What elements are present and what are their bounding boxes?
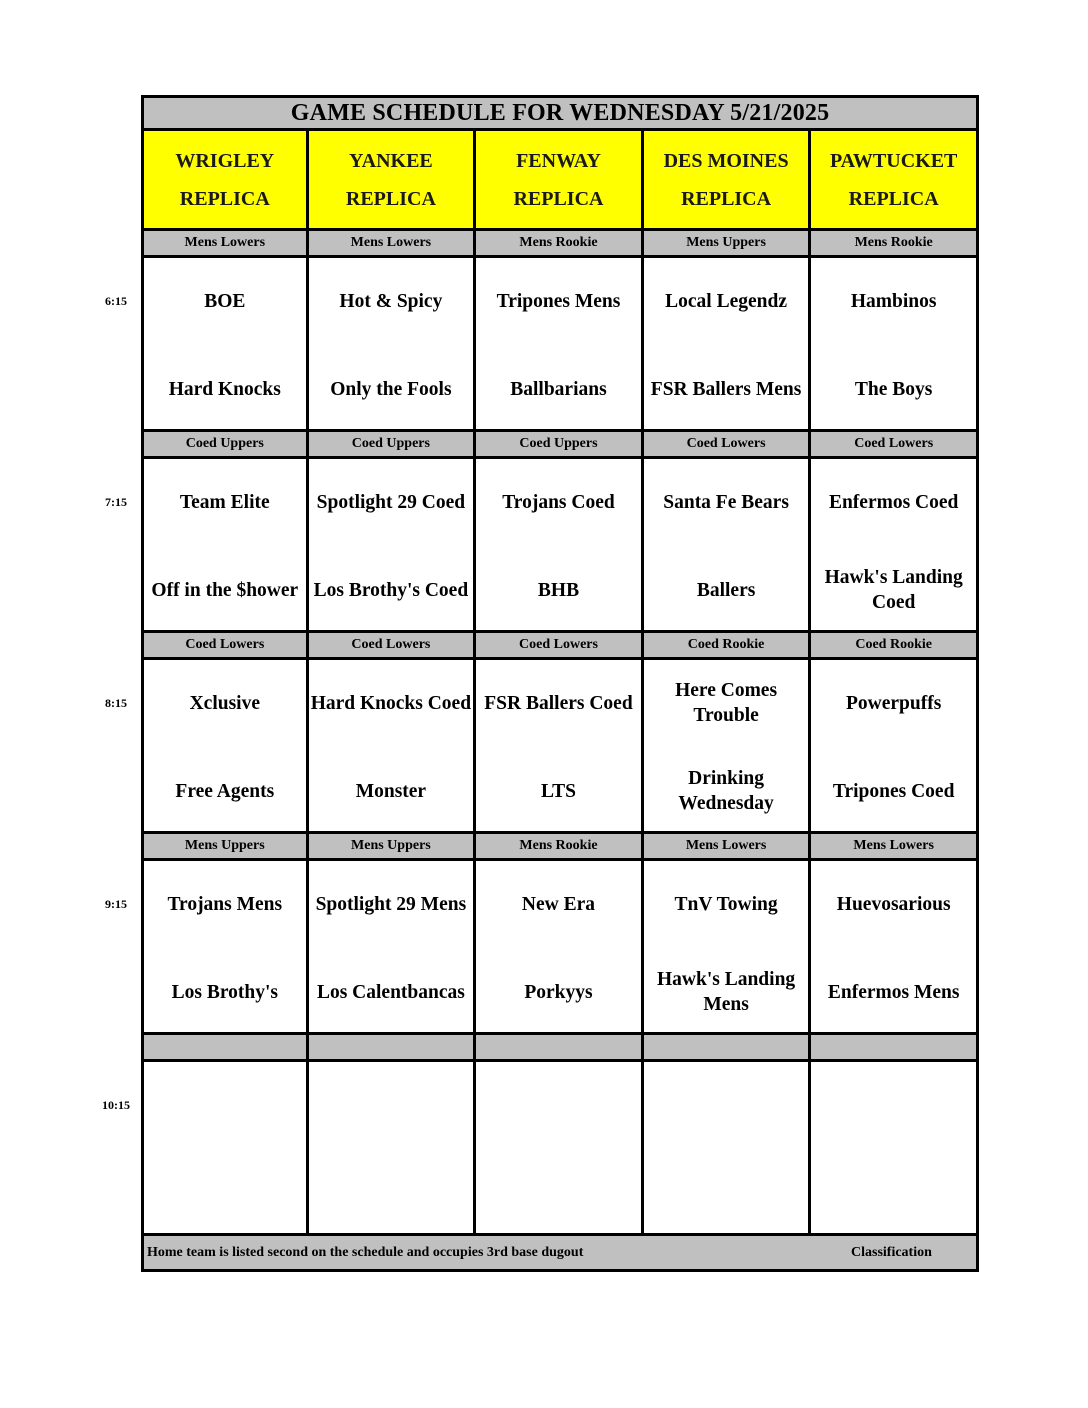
away-team: Hard Knocks Coed (310, 692, 472, 714)
home-team: Hawk's Landing Coed (824, 567, 963, 613)
classification-row (141, 1035, 979, 1062)
away-team (309, 1080, 474, 1130)
away-team: Team Elite (179, 491, 270, 513)
game-cell (644, 1062, 812, 1236)
game-cell (476, 660, 644, 834)
classification-cell (811, 1035, 979, 1062)
field-name: WRIGLEY (175, 149, 275, 172)
home-team (644, 1168, 809, 1218)
field-subtitle: REPLICA (345, 187, 436, 210)
classification-cell: Coed Uppers (309, 432, 477, 459)
home-team: Enfermos Mens (827, 981, 960, 1003)
home-team: Drinking Wednesday (678, 768, 774, 814)
classification-cell: Coed Lowers (644, 432, 812, 459)
classification-cell: Mens Uppers (309, 834, 477, 861)
field-subtitle: REPLICA (848, 187, 939, 210)
game-cell (141, 459, 309, 633)
field-header (141, 131, 309, 231)
schedule-sheet (141, 95, 979, 1272)
home-team (476, 1168, 641, 1218)
classification-cell: Mens Lowers (811, 834, 979, 861)
away-team: Hot & Spicy (339, 290, 443, 312)
away-team (811, 1080, 976, 1130)
away-team: Tripones Mens (496, 290, 621, 312)
footer-bar (141, 1236, 979, 1272)
game-cell (309, 1062, 477, 1236)
home-team: Hawk's Landing Mens (656, 969, 796, 1015)
home-team: Only the Fools (330, 378, 452, 400)
home-team: Monster (355, 780, 427, 802)
game-cell (644, 660, 812, 834)
field-name: YANKEE (349, 149, 433, 172)
game-cell (476, 861, 644, 1035)
game-cell (309, 861, 477, 1035)
home-team (309, 1168, 474, 1218)
time-slots (141, 231, 979, 1236)
away-team: Enfermos Coed (828, 491, 959, 513)
classification-cell: Mens Rookie (476, 834, 644, 861)
classification-cell: Mens Lowers (644, 834, 812, 861)
game-cell (141, 1062, 309, 1236)
field-subtitle: REPLICA (179, 187, 270, 210)
time-label: 6:15 (105, 294, 127, 308)
away-team: Local Legendz (665, 290, 788, 312)
game-cell (476, 459, 644, 633)
home-team: The Boys (854, 378, 933, 400)
classification-cell: Coed Lowers (141, 633, 309, 660)
away-team: Powerpuffs (846, 692, 942, 714)
time-label: 9:15 (105, 897, 127, 911)
field-subtitle: REPLICA (513, 187, 604, 210)
footer-note: Home team is listed second on the schedule and occupies 3rd base dugout (147, 1244, 584, 1260)
game-cell (811, 258, 979, 432)
field-header-row (141, 131, 979, 231)
classification-cell: Mens Uppers (141, 834, 309, 861)
away-team: New Era (521, 893, 596, 915)
field-header (811, 131, 979, 231)
games-row (141, 861, 979, 1035)
classification-cell: Coed Lowers (309, 633, 477, 660)
game-cell (476, 258, 644, 432)
away-team: Trojans Mens (167, 893, 283, 915)
classification-cell (141, 1035, 309, 1062)
classification-cell: Mens Rookie (811, 231, 979, 258)
classification-row (141, 834, 979, 861)
classification-cell: Coed Rookie (811, 633, 979, 660)
classification-cell (476, 1035, 644, 1062)
games-row (141, 1062, 979, 1236)
away-team (644, 1080, 809, 1130)
game-cell (141, 258, 309, 432)
time-label: 7:15 (105, 495, 127, 509)
away-team: TnV Towing (674, 893, 778, 915)
game-cell (309, 459, 477, 633)
away-team: Huevosarious (836, 893, 951, 915)
home-team: Los Brothy's Coed (313, 579, 469, 601)
home-team (811, 1168, 976, 1218)
game-cell (476, 1062, 644, 1236)
away-team: Spotlight 29 Coed (316, 491, 466, 513)
classification-cell (644, 1035, 812, 1062)
away-team: Here Comes Trouble (675, 680, 778, 726)
home-team: Los Brothy's (171, 981, 278, 1003)
field-subtitle: REPLICA (681, 187, 772, 210)
classification-cell: Coed Uppers (141, 432, 309, 459)
classification-cell: Coed Lowers (811, 432, 979, 459)
home-team: Ballers (696, 579, 756, 601)
classification-cell: Mens Rookie (476, 231, 644, 258)
home-team: Los Calentbancas (316, 981, 465, 1003)
away-team (144, 1080, 306, 1130)
game-cell (309, 258, 477, 432)
classification-cell: Coed Lowers (476, 633, 644, 660)
game-cell (811, 459, 979, 633)
time-label: 8:15 (105, 696, 127, 710)
home-team: Tripones Coed (832, 780, 955, 802)
field-header (644, 131, 812, 231)
field-header (476, 131, 644, 231)
home-team: Free Agents (175, 780, 275, 802)
field-name: DES MOINES (663, 149, 789, 172)
away-team (476, 1080, 641, 1130)
classification-cell: Mens Lowers (309, 231, 477, 258)
home-team: Off in the $hower (151, 579, 299, 601)
home-team: LTS (540, 780, 577, 802)
game-cell (644, 861, 812, 1035)
game-cell (644, 258, 812, 432)
field-name: PAWTUCKET (829, 149, 958, 172)
classification-row (141, 432, 979, 459)
away-team: Hambinos (850, 290, 937, 312)
classification-cell: Coed Uppers (476, 432, 644, 459)
game-cell (141, 660, 309, 834)
field-header (309, 131, 477, 231)
games-row (141, 258, 979, 432)
games-row (141, 459, 979, 633)
home-team: FSR Ballers Mens (650, 378, 802, 400)
game-cell (141, 861, 309, 1035)
game-cell (644, 459, 812, 633)
home-team: Ballbarians (510, 378, 607, 400)
game-cell (811, 660, 979, 834)
home-team (144, 1168, 306, 1218)
classification-cell: Mens Lowers (141, 231, 309, 258)
away-team: Santa Fe Bears (663, 491, 789, 513)
home-team: Hard Knocks (168, 378, 281, 400)
away-team: Spotlight 29 Mens (315, 893, 467, 915)
classification-cell: Coed Rookie (644, 633, 812, 660)
away-team: Xclusive (189, 692, 260, 714)
footer-classification: Classification (851, 1244, 932, 1260)
home-team: Porkyys (524, 981, 593, 1003)
classification-cell: Mens Uppers (644, 231, 812, 258)
classification-cell (309, 1035, 477, 1062)
game-cell (811, 1062, 979, 1236)
field-name: FENWAY (516, 149, 601, 172)
time-label: 10:15 (102, 1098, 130, 1112)
games-row (141, 660, 979, 834)
home-team: BHB (537, 579, 580, 601)
game-cell (309, 660, 477, 834)
away-team: BOE (204, 290, 246, 312)
away-team: Trojans Coed (502, 491, 615, 513)
away-team: FSR Ballers Coed (484, 692, 633, 714)
schedule-title: GAME SCHEDULE FOR WEDNESDAY 5/21/2025 (141, 95, 979, 131)
game-cell (811, 861, 979, 1035)
classification-row (141, 633, 979, 660)
classification-row (141, 231, 979, 258)
